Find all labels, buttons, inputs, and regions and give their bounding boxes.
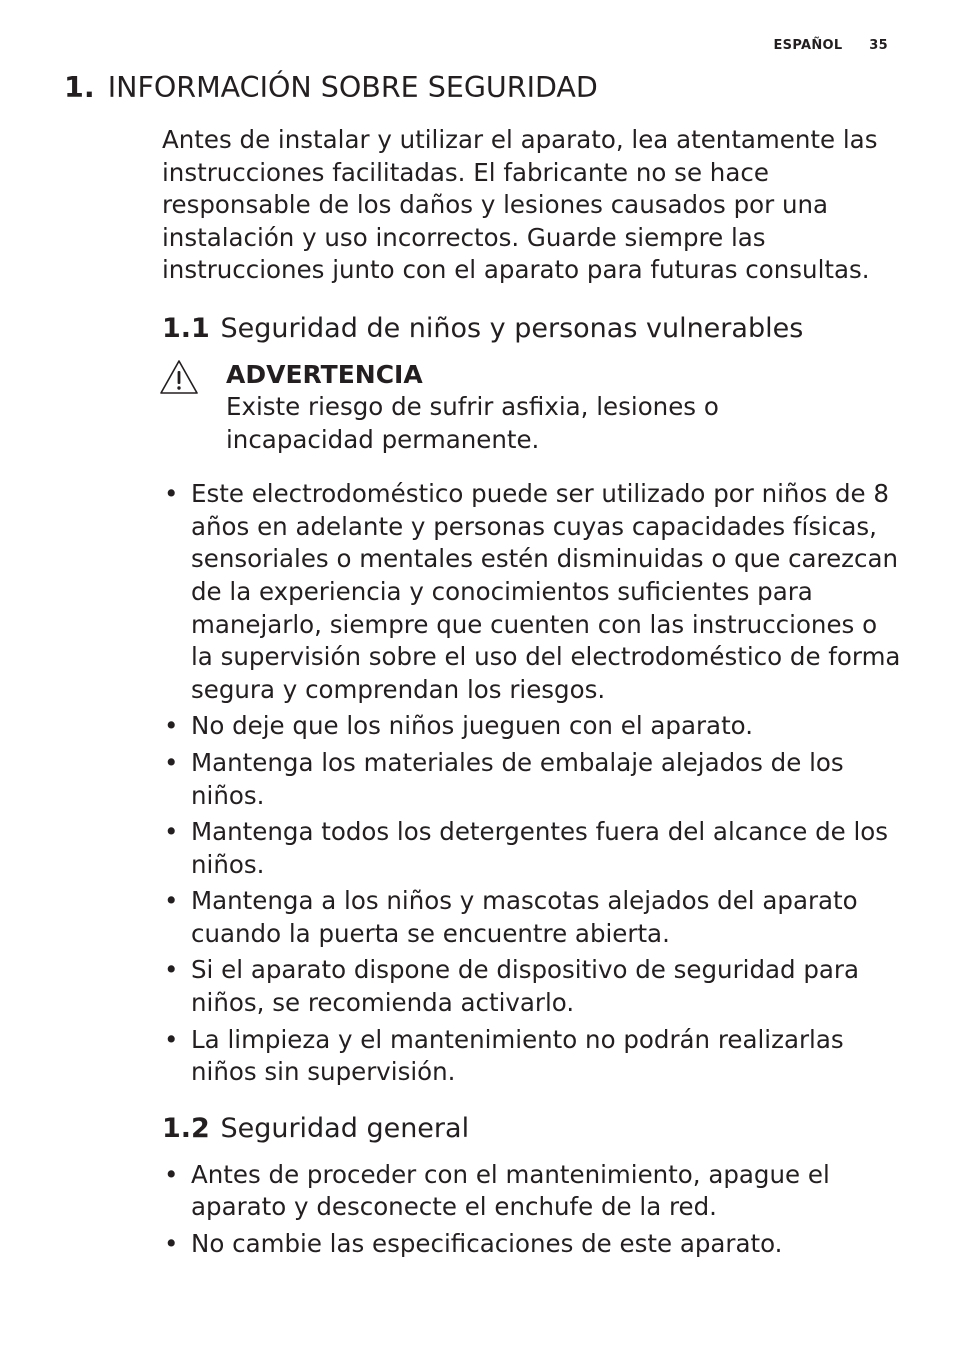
main-content	[162, 124, 902, 1265]
list-item: • Mantenga a los niños y mascotas alejados del aparato cuando la puerta se encuentre abierta.	[164, 886, 858, 948]
warning-triangle-icon	[159, 359, 199, 395]
subsection-number: 1.1	[162, 312, 210, 344]
bullet-icon: •	[164, 1024, 179, 1054]
list-item: • Si el aparato dispone de dispositivo de seguridad para niños, se recomienda activarlo.	[164, 955, 860, 1018]
section-number: 1.	[64, 71, 95, 104]
subsection-title-text: Seguridad general	[220, 1112, 470, 1144]
list-item: • La limpieza y el mantenimiento no podrán realizarlas niños sin supervisión.	[164, 1024, 844, 1087]
bullet-icon: •	[164, 479, 179, 509]
subsection-number: 1.2	[162, 1112, 210, 1144]
bullet-icon: •	[164, 817, 179, 847]
bullet-icon: •	[164, 886, 179, 916]
list-item: • Antes de proceder con el mantenimiento, apague el aparato y desconecte el enchufe de la red.	[164, 1159, 830, 1222]
page-number: 35	[869, 38, 888, 53]
section-title	[64, 70, 598, 106]
bullet-icon: •	[164, 1159, 179, 1189]
warning-box	[162, 359, 866, 456]
general-safety-list	[162, 1159, 902, 1261]
bullet-icon: •	[164, 1229, 179, 1259]
section-title-text: INFORMACIÓN SOBRE SEGURIDAD	[107, 71, 598, 104]
bullet-icon: •	[164, 955, 179, 985]
intro-paragraph: Antes de instalar y utilizar el aparato, lea atentamente las instrucciones facilitadas. El fabricante no se hace responsable de los daños y lesiones causados por una instalación y uso incorrectos. Guarde siempre las instrucciones junto con el aparato para futuras consultas.	[162, 125, 878, 285]
list-item: • Mantenga los materiales de embalaje alejados de los niños.	[164, 747, 844, 810]
list-item: • Mantenga todos los detergentes fuera del alcance de los niños.	[164, 817, 889, 879]
subsection-title-general	[162, 1111, 902, 1147]
children-safety-list	[162, 478, 902, 1089]
warning-title: ADVERTENCIA	[226, 359, 423, 389]
subsection-title-children	[162, 311, 902, 347]
list-item: • No cambie las especificaciones de este aparato.	[162, 1228, 902, 1261]
list-item: • Este electrodoméstico puede ser utilizado por niños de 8 años en adelante y personas cuyas capacidades físicas, sensoriales o mentales estén disminuidas o que carezcan de la experiencia y conocimientos suficientes para manejarlo, siempre que cuenten con las instrucciones o la supervisión sobre el uso del electrodoméstico de forma segura y comprendan los riesgos.	[164, 479, 901, 704]
language-label: ESPAÑOL	[773, 38, 843, 53]
list-item: • No deje que los niños jueguen con el aparato.	[162, 710, 902, 743]
warning-text: Existe riesgo de sufrir asfixia, lesiones o incapacidad permanente.	[226, 391, 719, 454]
bullet-icon: •	[164, 711, 179, 741]
subsection-title-text: Seguridad de niños y personas vulnerables	[220, 312, 804, 344]
page-header	[774, 38, 889, 53]
bullet-icon: •	[164, 747, 179, 777]
